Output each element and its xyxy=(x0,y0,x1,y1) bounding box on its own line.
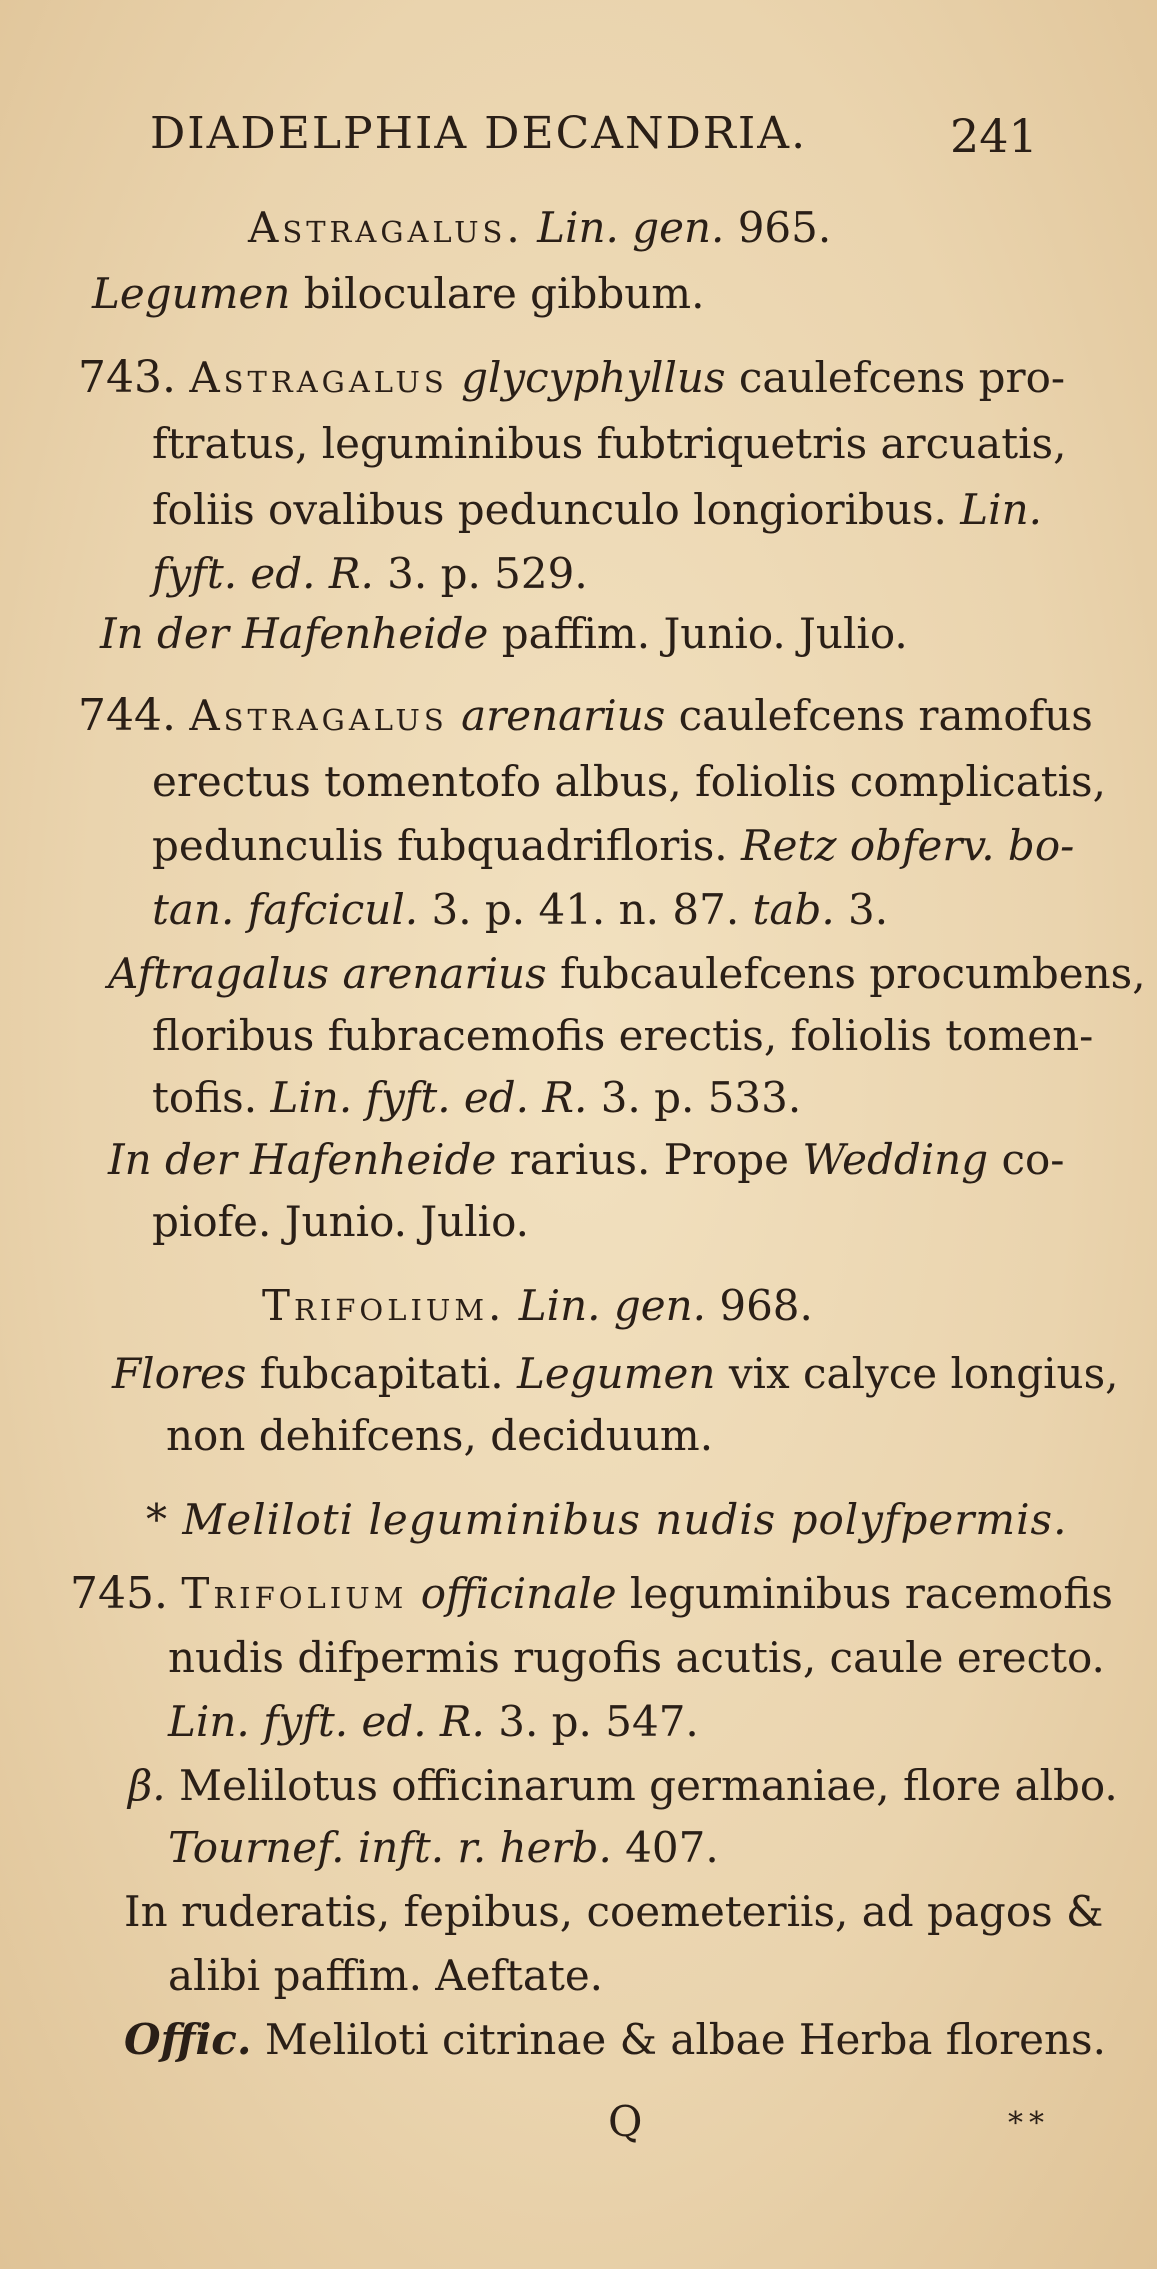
entry-744-synonym-line-3 xyxy=(152,1072,801,1124)
entry-text: leguminibus racemofis xyxy=(629,1569,1113,1618)
genus-name: Trifolium. xyxy=(262,1281,506,1330)
entry-744-habitat-line-2: piofe. Junio. Julio. xyxy=(152,1197,529,1246)
genus-reference: Lin. gen. xyxy=(518,1281,706,1330)
entry-743-habitat xyxy=(100,608,908,660)
genus-heading-astragalus xyxy=(248,202,831,254)
entry-744-line-2: erectus tomentofo albus, foliolis complicatis, xyxy=(152,757,1106,806)
genus-heading-trifolium xyxy=(262,1280,813,1332)
genus-character-line-2: non dehifcens, deciduum. xyxy=(166,1411,714,1460)
page-number: 241 xyxy=(950,109,1038,163)
character-text: vix calyce longius, xyxy=(728,1349,1119,1398)
entry-745-line-2: nudis difpermis rugofis acutis, caule erecto. xyxy=(168,1633,1105,1682)
entry-number: 743. xyxy=(78,352,176,403)
entry-743-line-3 xyxy=(152,484,1042,536)
character-text: biloculare gibbum. xyxy=(303,269,705,318)
catchword-mark: ** xyxy=(1008,2106,1050,2141)
habitat-location: In der Hafenheide xyxy=(108,1135,497,1184)
officinal-text: Meliloti citrinae & albae Herba florens. xyxy=(264,2015,1106,2064)
genus-name: Astragalus. xyxy=(248,203,524,252)
entry-species: arenarius xyxy=(461,691,666,740)
entry-743-line-1 xyxy=(78,352,1065,404)
entry-number: 744. xyxy=(78,690,176,741)
entry-genus: Trifolium xyxy=(181,1569,408,1618)
entry-745-variety-line-1 xyxy=(128,1760,1118,1812)
character-label: Legumen xyxy=(517,1349,716,1398)
entry-species: officinale xyxy=(420,1569,617,1618)
entry-species: glycyphyllus xyxy=(461,353,726,402)
synonym-text: 3. p. 533. xyxy=(600,1073,802,1122)
habitat-text: co- xyxy=(1001,1135,1065,1184)
signature-mark: Q xyxy=(608,2097,643,2146)
entry-744-habitat-line-1 xyxy=(108,1134,1064,1186)
entry-reference: tab. xyxy=(752,885,835,934)
entry-745-variety-line-2 xyxy=(168,1822,719,1874)
entry-text: 3. xyxy=(848,885,889,934)
synonym-name: Aftragalus arenarius xyxy=(108,949,547,998)
synonym-text: tofis. xyxy=(152,1073,258,1122)
entry-number: 745. xyxy=(70,1568,168,1619)
entry-genus: Astragalus xyxy=(189,691,448,740)
variety-text: 407. xyxy=(625,1823,719,1872)
entry-reference: Retz obferv. bo- xyxy=(741,821,1075,870)
habitat-text: paffim. Junio. Julio. xyxy=(501,609,908,658)
entry-text: caulefcens ramofus xyxy=(678,691,1093,740)
habitat-location: In der Hafenheide xyxy=(100,609,489,658)
habitat-text: rarius. Prope xyxy=(509,1135,790,1184)
entry-reference: Lin. fyft. ed. R. xyxy=(168,1697,485,1746)
entry-744-synonym-line-1 xyxy=(108,948,1146,1000)
genus-character-line-1 xyxy=(112,1348,1119,1400)
entry-text: foliis ovalibus pedunculo longioribus. xyxy=(152,485,947,534)
entry-744-synonym-line-2: floribus fubracemofis erectis, foliolis tomen- xyxy=(152,1011,1094,1060)
entry-743-line-2: ftratus, leguminibus fubtriquetris arcuatis, xyxy=(152,419,1067,468)
genus-reference: Lin. gen. xyxy=(537,203,725,252)
entry-745-line-1 xyxy=(70,1568,1113,1620)
entry-text: 3. p. 547. xyxy=(498,1697,699,1746)
entry-genus: Astragalus xyxy=(189,353,448,402)
entry-reference: tan. fafcicul. xyxy=(152,885,419,934)
entry-text: 3. p. 529. xyxy=(387,549,588,598)
entry-744-line-4 xyxy=(152,884,888,936)
entry-text: pedunculis fubquadrifloris. xyxy=(152,821,728,870)
entry-text: 3. p. 41. n. 87. xyxy=(431,885,740,934)
entry-reference: fyft. ed. R. xyxy=(152,549,374,598)
character-text: fubcapitati. xyxy=(259,1349,504,1398)
entry-745-officinal xyxy=(124,2014,1106,2066)
entry-reference: Lin. xyxy=(960,485,1042,534)
synonym-text: fubcaulefcens procumbens, xyxy=(559,949,1146,998)
genus-character xyxy=(92,268,704,320)
entry-744-line-3 xyxy=(152,820,1074,872)
variety-mark: β. xyxy=(128,1761,166,1810)
genus-reference-number: 968. xyxy=(719,1281,813,1330)
habitat-location: Wedding xyxy=(802,1135,989,1184)
entry-744-line-1 xyxy=(78,690,1093,742)
variety-text: Melilotus officinarum germaniae, flore albo. xyxy=(179,1761,1118,1810)
entry-745-habitat-line-1: In ruderatis, fepibus, coemeteriis, ad pagos & xyxy=(124,1887,1104,1936)
entry-745-habitat-line-2: alibi paffim. Aeftate. xyxy=(168,1951,604,2000)
genus-reference-number: 965. xyxy=(737,203,832,252)
character-label: Legumen xyxy=(92,269,291,318)
synonym-reference: Lin. fyft. ed. R. xyxy=(270,1073,588,1122)
entry-743-line-4 xyxy=(152,548,588,600)
entry-745-line-3 xyxy=(168,1696,699,1748)
character-label: Flores xyxy=(112,1349,247,1398)
section-heading: * Meliloti leguminibus nudis polyfpermis. xyxy=(146,1495,1068,1544)
running-title: DIADELPHIA DECANDRIA. xyxy=(150,108,808,159)
entry-text: caulefcens pro- xyxy=(738,353,1066,402)
officinal-label: Offic. xyxy=(124,2015,252,2064)
variety-reference: Tournef. inft. r. herb. xyxy=(168,1823,612,1872)
